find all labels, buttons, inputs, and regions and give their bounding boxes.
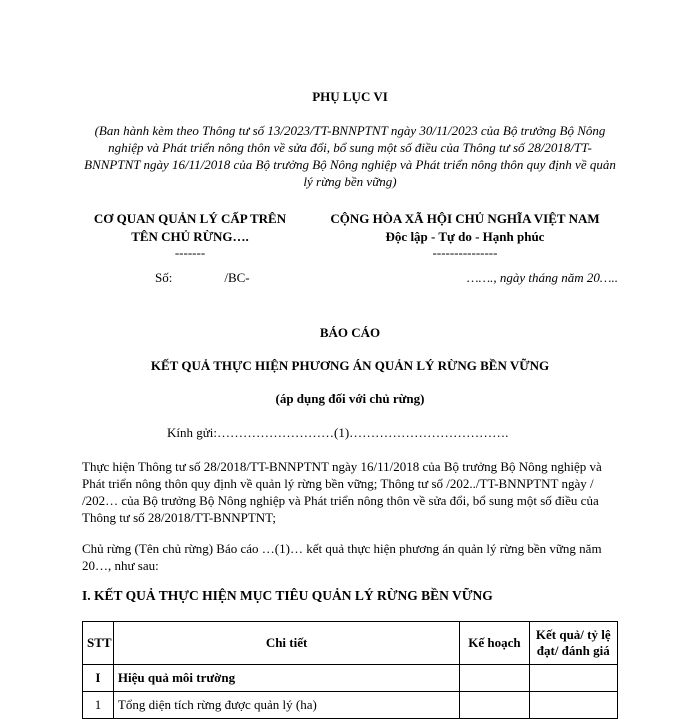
results-table xyxy=(82,621,618,719)
recipient-line: Kính gửi:………………………(1)………………………………. xyxy=(167,425,509,440)
table-cell-stt: I xyxy=(83,665,114,692)
document-number xyxy=(155,270,250,286)
parent-agency-label: CƠ QUAN QUẢN LÝ CẤP TRÊN xyxy=(93,211,287,226)
table-row xyxy=(83,665,618,692)
column-header-detail: Chi tiết xyxy=(113,622,459,665)
table-header-row xyxy=(83,622,618,665)
intro-paragraph: Chủ rừng (Tên chủ rừng) Báo cáo …(1)… kết quả thực hiện phương án quản lý rừng bền vững năm 20…, như sau: xyxy=(82,541,602,573)
number-label: Số: xyxy=(155,270,173,285)
report-scope: (áp dụng đối với chủ rừng) xyxy=(275,391,425,406)
org-divider: ------- xyxy=(174,245,206,260)
national-motto-header xyxy=(300,210,630,260)
issuance-note: (Ban hành kèm theo Thông tư số 13/2023/TT-BNNPTNT ngày 30/11/2023 của Bộ trưởng Bộ Nông nghiệp và Phát triển nông thôn về sửa đổi, bổ sung một số điều của Thông tư số 28/2018/TT-BNNPTNT ngày 16/11/2018 của Bộ trưởng Bộ Nông nghiệp và Phát triển nông thôn quy định về quản lý rừng bền vững) xyxy=(84,123,616,189)
table-cell-detail: Tổng diện tích rừng được quản lý (ha) xyxy=(113,692,459,719)
column-header-result: Kết quả/ tỷ lệ đạt/ đánh giá xyxy=(529,622,617,665)
nation-divider: --------------- xyxy=(432,245,498,260)
column-header-plan: Kế hoạch xyxy=(460,622,529,665)
report-subtitle: KẾT QUẢ THỰC HIỆN PHƯƠNG ÁN QUẢN LÝ RỪNG BỀN VỮNG xyxy=(150,358,550,373)
section-heading: I. KẾT QUẢ THỰC HIỆN MỤC TIÊU QUẢN LÝ RỪNG BỀN VỮNG xyxy=(82,588,493,603)
table-cell-result xyxy=(529,665,617,692)
country-name: CỘNG HÒA XÃ HỘI CHỦ NGHĨA VIỆT NAM xyxy=(330,211,600,226)
table-cell-plan xyxy=(460,692,529,719)
motto: Độc lập - Tự do - Hạnh phúc xyxy=(385,229,545,244)
place-date-line: ……., ngày tháng năm 20….. xyxy=(467,270,618,285)
organization-header xyxy=(80,210,300,260)
number-suffix: /BC- xyxy=(224,270,250,285)
table-cell-plan xyxy=(460,665,529,692)
table-cell-detail: Hiệu quả môi trường xyxy=(113,665,459,692)
report-title: BÁO CÁO xyxy=(319,325,381,340)
table-cell-stt: 1 xyxy=(83,692,114,719)
table-row xyxy=(83,692,618,719)
column-header-stt: STT xyxy=(83,622,114,665)
table-cell-result xyxy=(529,692,617,719)
basis-paragraph: Thực hiện Thông tư số 28/2018/TT-BNNPTNT ngày 16/11/2018 của Bộ trưởng Bộ Nông nghiệp và Phát triển nông thôn quy định về quản lý rừng bền vững; Thông tư số /202../TT-BNNPTNT ngày / /202… của Bộ trưởng Bộ Nông nghiệp và Phát triển nông thôn về sửa đổi, bổ sung một số điều của Thông tư số 28/2018/TT-BNNPTNT; xyxy=(82,459,602,525)
forest-owner-name: TÊN CHỦ RỪNG…. xyxy=(131,229,249,244)
appendix-title: PHỤ LỤC VI xyxy=(312,89,388,104)
